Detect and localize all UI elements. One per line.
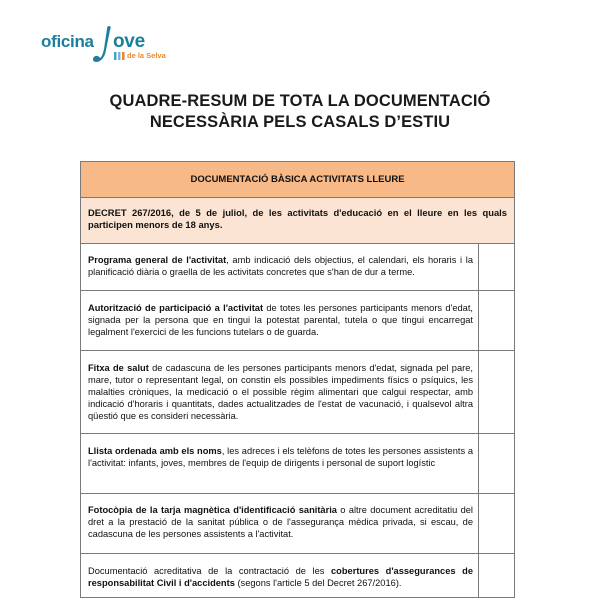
row-pre-text: Documentació acreditativa de la contractació de les	[88, 566, 332, 576]
logo-word-ove: ove	[113, 31, 145, 52]
row-bold-text: Autorització de participació a l'activitat	[88, 303, 264, 313]
table-row	[81, 244, 514, 291]
row-text	[88, 504, 473, 540]
check-cell[interactable]	[479, 554, 514, 597]
check-cell[interactable]	[479, 434, 514, 493]
row-bold-text: Fitxa de salut	[88, 363, 149, 373]
row-rest-text: (segons l'article 5 del Decret 267/2016).	[234, 578, 402, 588]
table-row	[81, 434, 514, 494]
table-row	[81, 494, 514, 554]
row-bold-text: cobertures d'assegurances de responsabilitat Civil i d'accidents	[88, 566, 473, 588]
page-title-line-2: NECESSÀRIA PELS CASALS D’ESTIU	[149, 113, 451, 131]
table-row	[81, 291, 514, 351]
row-text	[88, 445, 473, 469]
logo-j-mark-icon	[93, 24, 115, 64]
check-cell[interactable]	[479, 244, 514, 290]
check-cell[interactable]	[479, 494, 514, 553]
table-header: DOCUMENTACIÓ BÀSICA ACTIVITATS LLEURE	[81, 162, 514, 198]
row-text	[88, 362, 473, 422]
logo-subtitle: de la Selva	[127, 51, 166, 60]
row-text	[88, 302, 473, 338]
table-row	[81, 554, 514, 597]
row-bold-text: Fotocòpia de la tarja magnètica d'identificació sanitària	[88, 505, 337, 515]
row-rest-text: , amb indicació dels objectius, el calendari, els horaris i la planificació diària o graella de les activitats concretes que s'han de dur a terme.	[88, 255, 473, 277]
row-rest-text: o altre document acreditatiu del dret a la prestació de la sanitat pública o de l'assegurança mèdica privada, si escau, de cadascuna de les persones assistents a l'activitat.	[88, 505, 473, 539]
row-bold-text: Programa general de l'activitat	[88, 255, 227, 265]
row-rest-text: de totes les persones participants menors d'edat, signada per la persona que en tingui la potestat parental, tutela o que tingui encarregat legalment l'exercici de les funcions tutelars o de guarda.	[88, 303, 474, 337]
logo-word-oficina: oficina	[41, 32, 94, 51]
row-bold-text: Llista ordenada amb els noms	[88, 446, 222, 456]
decree-row: DECRET 267/2016, de 5 de juliol, de les activitats d'educació en el lleure en les quals participen menors de 18 anys.	[81, 198, 514, 244]
row-rest-text: de cadascuna de les persones participants menors d'edat, signada pel pare, mare, tutor o representant legal, on constin els possibles impediments físics o psíquics, les malalties cròniques, la medicació o el possible règim alimentari que calgui respectar, amb indicació d'horaris i quantitats, dades actualitzades de l'estat de vacunació, i qualsevol altra qüestió que es consideri necessària.	[88, 363, 473, 421]
row-text	[88, 254, 473, 278]
logo-bars-icon	[114, 52, 126, 60]
check-cell[interactable]	[479, 351, 514, 433]
oficina-jove-logo	[40, 24, 170, 64]
page-title-line-1: QUADRE-RESUM DE TOTA LA DOCUMENTACIÓ	[109, 92, 491, 110]
row-text	[88, 565, 473, 589]
check-cell[interactable]	[479, 291, 514, 350]
row-rest-text: , les adreces i els telèfons de totes les persones assistents a l'activitat: infants, joves, membres de l'equip de dirigents i personal de suport logístic	[88, 446, 473, 468]
table-row	[81, 351, 514, 434]
documentation-table	[80, 161, 515, 598]
